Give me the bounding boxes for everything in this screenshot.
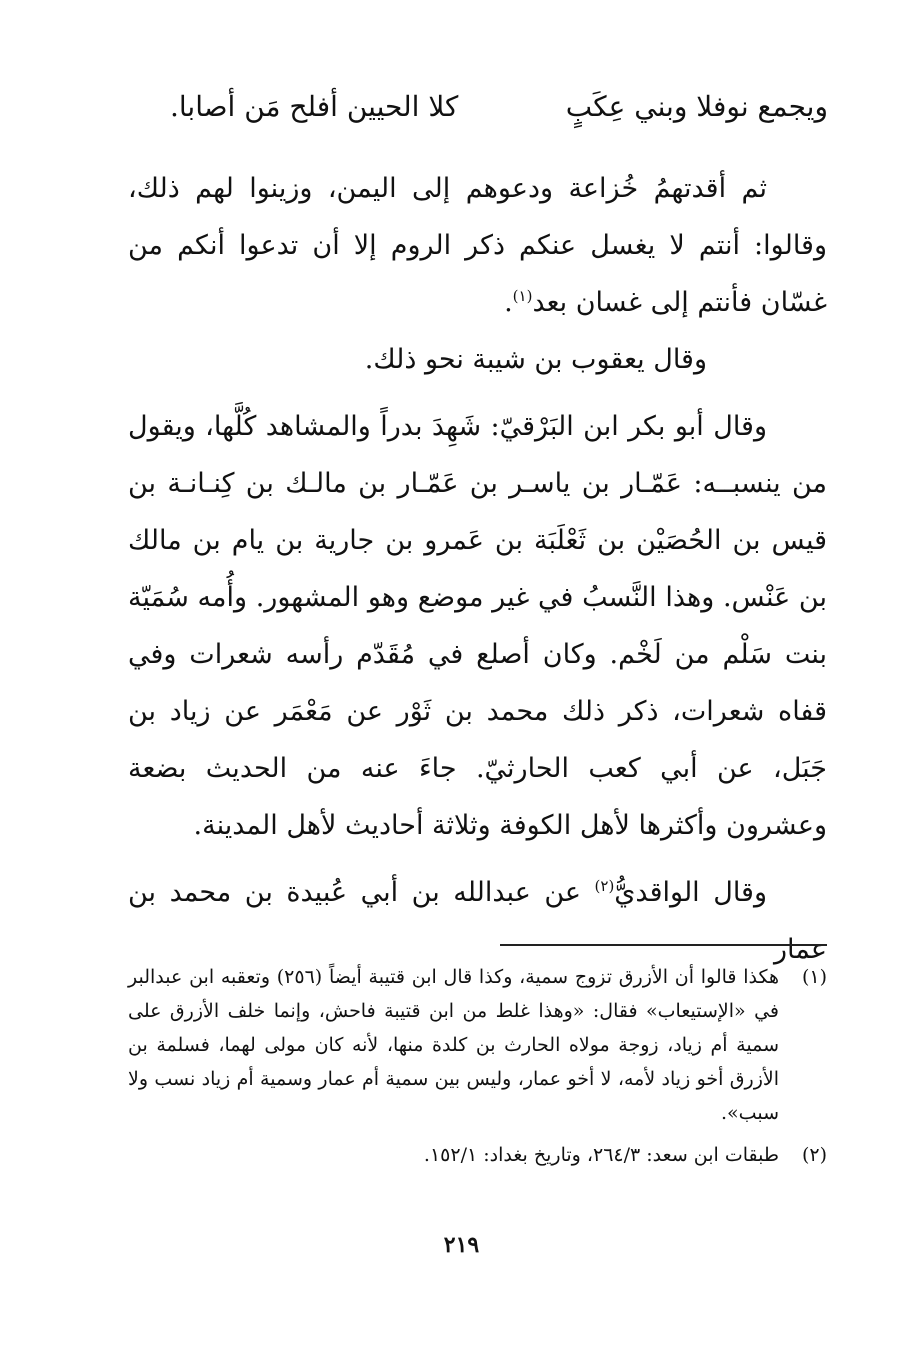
main-text (128, 160, 827, 978)
verse-left-hemistich: كلا الحيين أفلح مَن أصابا. (170, 89, 459, 123)
paragraph-3: وقال أبو بكر ابن البَرْقيّ: شَهِدَ بدراً والمشاهد كُلَّها، ويقول من ينسبــه: عَمّـار بن ياسـر بن عَمّـار بن مالـك بن كِنـانـة بن قيس بن الحُصَيْن بن ثَعْلَبَة بن عَمرو بن جارية بن يام بن مالك بن عَنْس. وهذا النَّسبُ في غير موضع وهو المشهور. وأُمه سُمَيّة بنت سَلْم من لَخْم. وكان أصلع في مُقَدّم رأسه شعرات وفي قفاه شعرات، ذكر ذلك محمد بن ثَوْر عن مَعْمَر عن زياد بن جَبَل، عن أبي كعب الحارثيّ. جاءَ عنه من الحديث بضعة وعشرون وأكثرها لأهل الكوفة وثلاثة أحاديث لأهل المدينة. (128, 411, 827, 841)
footnote-1-text: هكذا قالوا أن الأزرق تزوج سمية، وكذا قال ابن قتيبة أيضاً (٢٥٦) وتعقبه ابن عبدالبر في «الإستيعاب» فقال: «وهذا غلط من ابن قتيبة فاحش، وإنما خلف الأزرق على سمية أم زياد، زوجة مولاه الحارث بن كلدة منها، لأنه كان مولى لهما، فسلمة بن الأزرق أخو زياد لأمه، لا أخو عمار، وليس بين سمية أم عمار وسمية أم زياد نسب ولا سبب». (128, 966, 779, 1124)
footnotes (128, 960, 827, 1172)
poetry-verse (170, 78, 828, 134)
footnote-2-number: (٢) (801, 1144, 827, 1166)
paragraph-2: وقال يعقوب بن شيبة نحو ذلك. (364, 344, 707, 375)
paragraph-4-rest: عن عبدالله بن أبي عُبيدة بن محمد بن عمار (128, 877, 827, 965)
paragraph-1 (128, 160, 827, 331)
footnote-2-text: طبقات ابن سعد: ٢٦٤/٣، وتاريخ بغداد: ١٥٢/١. (423, 1144, 779, 1166)
footnote-divider (500, 944, 827, 946)
footnote-ref-2: (٢) (594, 877, 615, 895)
footnote-1-number: (١) (801, 966, 827, 988)
paragraph-1-end: . (504, 287, 513, 318)
verse-right-hemistich: ويجمع نوفلا وبني عِكَبٍ (565, 89, 828, 123)
footnote-ref-1: (١) (512, 287, 533, 305)
paragraph-4-start: وقال الواقديُّ (614, 877, 767, 908)
footnote-2 (128, 1138, 827, 1172)
page-number: ٢١٩ (443, 1232, 480, 1258)
footnote-1 (128, 960, 827, 1130)
paragraph-1-text: ثم أقدتهمُ خُزاعة ودعوهم إلى اليمن، وزينوا لهم ذلك، وقالوا: أنتم لا يغسل عنكم ذكر الروم إلا أن تدعوا أنكم من غسّان فأنتم إلى غسان بعد (128, 173, 827, 318)
